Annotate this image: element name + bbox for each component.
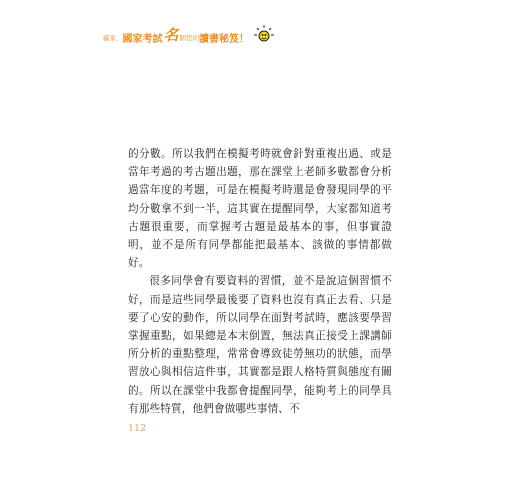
header-suffix: 讀書秘笈！ [199, 33, 250, 45]
header-big-char: 名 [163, 25, 179, 44]
header-mid: 師您的 [179, 33, 200, 42]
page-number: 112 [128, 423, 147, 434]
header-prefix: 贏家， [103, 33, 123, 42]
paragraph-2: 很多同學會有要資料的習慣，並不是說這個習慣不好，而是這些同學最後要了資料也沒有真正去看、只是要了心安的動作，所以同學在面對考試時，應該要學習掌握重點，如果總是本末倒置，無法真正接受上課講師所分析的重點整理，常常會導致徒勞無功的狀態，而學習放心與相信這件事，其實都是跟人格特質與態度有關的。所以在課堂中我都會提醒同學，能夠考上的同學具有那些特質，他們會做哪些事情、不 [128, 275, 392, 415]
sparkle-bulb-icon [253, 24, 275, 46]
header-title: 國家考試 [122, 33, 163, 45]
running-header [103, 26, 275, 48]
body-text [128, 145, 392, 418]
paragraph-1: 的分數。所以我們在模擬考時就會針對重複出過、或是當年考過的考古題出題，那在課堂上老師多數都會分析過當年度的考題，可是在模擬考時還是會發現同學的平均分數拿不到一半，這其實在提醒同學，大家都知道考古題很重要，而掌握考古題是最基本的事，但事實證明，並不是所有同學都能把最基本、該做的事情都做好。 [128, 148, 392, 270]
